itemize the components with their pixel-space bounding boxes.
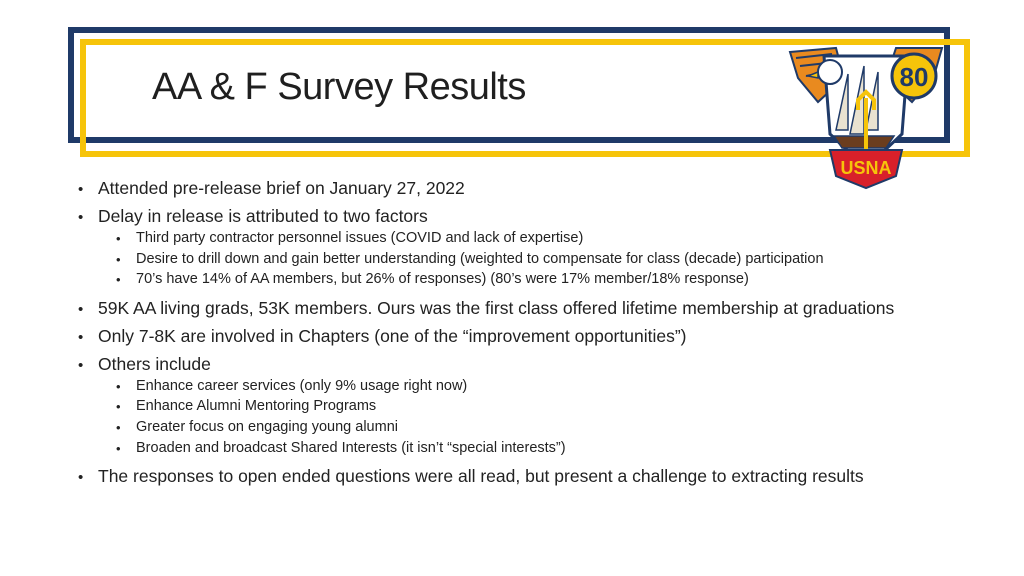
- bullet-icon: •: [78, 469, 84, 487]
- crest-usna-text: USNA: [840, 158, 892, 178]
- sub-bullet-item: [76, 228, 956, 249]
- sub-bullet-icon: •: [116, 440, 121, 456]
- sub-bullet-text: Third party contractor personnel issues (COVID and lack of expertise): [136, 230, 584, 246]
- bullet-item: [76, 355, 956, 458]
- bullet-list: [76, 179, 956, 495]
- bullet-icon: •: [78, 209, 84, 226]
- bullet-text: 59K AA living grads, 53K members. Ours was the first class offered lifetime membership at graduations: [98, 297, 895, 318]
- sub-bullet-icon: •: [116, 251, 121, 267]
- sub-bullet-item: [76, 438, 956, 459]
- sub-bullet-text: Greater focus on engaging young alumni: [136, 418, 398, 435]
- sub-bullet-icon: •: [116, 231, 121, 246]
- bullet-text: Delay in release is attributed to two factors: [98, 206, 428, 226]
- bullet-icon: •: [78, 328, 84, 346]
- sub-bullet-text: Desire to drill down and gain better understanding (weighted to compensate for class (decade) participation: [136, 250, 824, 267]
- bullet-text: Attended pre-release brief on January 27, 2022: [98, 178, 465, 198]
- sub-bullet-item: [76, 417, 956, 438]
- bullet-text: The responses to open ended questions were all read, but present a challenge to extracting results: [98, 466, 864, 487]
- sub-bullet-text: Broaden and broadcast Shared Interests (it isn’t “special interests”): [136, 439, 566, 456]
- usna-80-class-crest-icon: [778, 38, 954, 190]
- sub-bullet-list: [98, 228, 956, 290]
- bullet-item: [76, 179, 956, 198]
- sub-bullet-item: [76, 269, 956, 290]
- sub-bullet-item: [76, 396, 956, 417]
- sub-bullet-icon: •: [116, 399, 121, 415]
- bullet-text: Others include: [98, 353, 211, 374]
- slide-title: AA & F Survey Results: [152, 66, 526, 108]
- sub-bullet-icon: •: [116, 419, 121, 435]
- sub-bullet-item: [76, 249, 956, 270]
- bullet-item: [76, 299, 956, 318]
- bullet-item: [76, 327, 956, 346]
- bullet-icon: •: [78, 356, 84, 374]
- crest-number: 80: [899, 62, 929, 92]
- sub-bullet-text: 70’s have 14% of AA members, but 26% of responses) (80’s were 17% member/18% response): [136, 271, 749, 288]
- sub-bullet-icon: •: [116, 272, 121, 288]
- sub-bullet-item: [76, 376, 956, 397]
- bullet-icon: •: [78, 300, 84, 318]
- bullet-item: [76, 207, 956, 290]
- sub-bullet-text: Enhance Alumni Mentoring Programs: [136, 398, 377, 415]
- sub-bullet-list: [98, 376, 956, 458]
- bullet-icon: •: [78, 181, 84, 198]
- bullet-text: Only 7-8K are involved in Chapters (one of the “improvement opportunities”): [98, 325, 687, 346]
- sub-bullet-text: Enhance career services (only 9% usage right now): [136, 377, 468, 394]
- sub-bullet-icon: •: [116, 378, 121, 394]
- bullet-item: [76, 467, 956, 486]
